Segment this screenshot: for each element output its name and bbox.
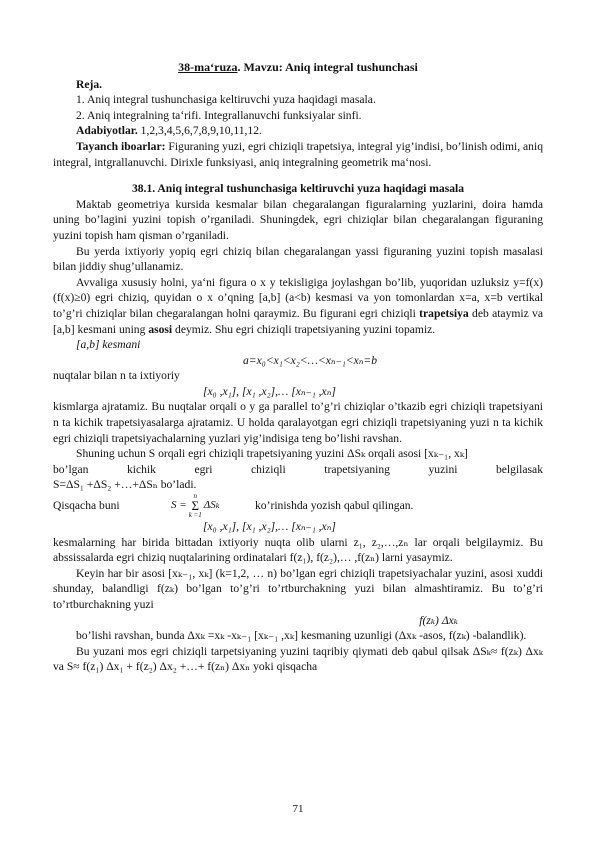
formula-intervals-2: [x₀ ,x₁], [x₁ ,x₂],… [xₙ₋₁ ,xₙ] <box>203 520 336 534</box>
sigma-icon: Σ <box>191 498 200 514</box>
formula-partition: a=x₀<x₁<x₂<…<xₙ₋₁<xₙ=b <box>243 353 378 367</box>
paragraph-11: Bu yuzani mos egri chiziqli tarpetsiyaning yuzini taqribiy qiymati deb qabul qilsak ΔSₖ≈ f(zₖ) Δxₖ va S≈ f(z₁) Δx₁ + f(z₂) Δx₂ +…+ f(zₙ) Δxₙ yoki qisqacha <box>53 644 543 674</box>
sum-term: ΔSₖ <box>203 499 220 512</box>
sum-formula <box>171 493 255 519</box>
literature-line <box>53 123 543 139</box>
plan-label: Reja. <box>76 77 103 91</box>
keywords-paragraph <box>53 139 543 170</box>
literature-list: 1,2,3,4,5,6,7,8,9,10,11,12. <box>137 124 262 138</box>
paragraph-7-spread-line <box>53 462 543 478</box>
short-tail: ko’rinishda yozish qabul qilingan. <box>255 499 414 513</box>
paragraph-4: [a,b] kesmani <box>76 338 141 352</box>
page-number: 71 <box>292 803 304 815</box>
paragraph-9: Keyin har bir asosi [xₖ₋₁, xₖ] (k=1,2, … n) bo’lgan egri chiziqli trapetsiyachalar yuzini, asosi xuddi shunday, balandligi f(zₖ) bo’lgan to’g’ri to’rtburchakning yuzi bilan almashtiramiz. Bu to’g’ri to’rtburchakning yuzi <box>53 566 543 611</box>
word: belgilasak <box>495 462 543 476</box>
formula-rectangle-area: f(zₖ) Δxₖ <box>419 613 458 627</box>
paragraph-3-text-c: deb ataymiz va [a,b] kesmani uning <box>53 306 543 336</box>
formula-intervals: [x₀ ,x₁], [x₁ ,x₂],… [xₙ₋₁ ,xₙ] <box>203 384 336 398</box>
paragraph-7b: S=ΔS₁ +ΔS₂ +…+ΔSₙ bo’ladi. <box>53 478 197 492</box>
paragraph-1: Maktab geometriya kursida kesmalar bilan chegaralangan figuralarning yuzlarini, doira hamda uning bo’lagini yuzini topish o’rganiladi. Shuningdek, egri chiziqlar bilan chegaralangan figuraning yuzini topish ham qisman o’rganiladi. <box>53 197 543 242</box>
paragraph-3 <box>53 275 543 337</box>
plan-item-1: 1. Aniq integral tushunchasiga keltiruvchi yuza haqidagi masala. <box>76 93 376 107</box>
word: egri <box>194 462 213 476</box>
sigma-symbol <box>189 493 202 519</box>
term-trapetsiya: trapetsiya <box>419 306 469 320</box>
word: bo’lgan <box>53 462 89 476</box>
paragraph-3-text-e: deymiz. Shu egri chiziqli trapetsiyaning yuzini topamiz. <box>172 322 436 336</box>
sum-formula-row <box>53 493 543 519</box>
page-content <box>53 60 543 675</box>
word: kichik <box>126 462 156 476</box>
sum-lower-limit: k =1 <box>188 511 202 520</box>
paragraph-7: Shuning uchun S orqali egri chiziqli trapetsiyaning yuzini ΔSₖ orqali asosi [xₖ₋₁, xₖ] <box>76 447 468 461</box>
keywords-label: Tayanch iboarlar: <box>76 139 166 153</box>
word: trapetsiyaning <box>324 462 390 476</box>
paragraph-5: nuqtalar bilan n ta ixtiyoriy <box>53 369 180 383</box>
paragraph-2: Bu yerda ixtiyoriy yopiq egri chiziq bilan chegaralangan yassi figuraning yuzini topish masalasi bilan jiddiy shug’ullanamiz. <box>53 244 543 274</box>
section-title: 38.1. Aniq integral tushunchasiga keltiruvchi yuza haqidagi masala <box>131 182 465 196</box>
plan-item-2: 2. Aniq integralning ta‘rifi. Integrallanuvchi funksiyalar sinfi. <box>76 108 362 122</box>
sum-upper-limit: n <box>193 492 197 501</box>
keywords-text: Figuraning yuzi, egri chiziqli trapetsiya, integral yig’indisi, bo’linish odimi, aniq integral, intgrallanuvchi. Dirixle funksiyasi, aniq integralning geometrik ma‘nosi. <box>53 139 543 169</box>
lecture-number: 38-ma‘ruza <box>178 60 238 74</box>
paragraph-6: kismlarga ajratamiz. Bu nuqtalar orqali o y ga parallel to’g’ri chiziqlar o’tkazib egri chiziqli trapetsiyani n ta kichik trapetsiyasalarga ajratamiz. U holda qaralayotgan egri chiziqli trapetsiyaning yuzi n ta kichik egri chiziqli trapetsiyachalarning yuzlari yig’indisiga teng bo’lishi ravshan. <box>53 400 543 445</box>
lecture-title <box>53 60 543 76</box>
paragraph-10: bo’lishi ravshan, bunda Δxₖ =xₖ -xₖ₋₁ [xₖ₋₁ ,xₖ] kesmaning uzunligi (Δxₖ -asos, f(zₖ) -balandlik). <box>76 629 527 643</box>
short-label: Qisqacha buni <box>53 499 120 513</box>
word: yuzini <box>428 462 458 476</box>
paragraph-3-text-a: Avvaliga xususiy holni, ya‘ni figura o x y tekisligiga joylashgan bo’lib, yuqoridan uzluksiz y=f(x) (f(x)≥0) egri chiziq, quyidan o x o’qning [a,b] (a<b) kesmasi va yon tomonlardan x=a, x=b vertikal to’g’ri chiziqlar bilan chegaralangan holni qaraymiz. Bu figurani egri chiziqli <box>53 275 543 320</box>
paragraph-8: kesmalarning har birida bittadan ixtiyoriy nuqta olib ularni z₁, z₂,…,zₙ lar orqali belgilaymiz. Bu abssissalarda egri chiziq nuqtalarining ordinatalari f(z₁), f(z₂),… ,f(zₙ) larni yasaymiz. <box>53 535 543 565</box>
literature-label: Adabiyotlar. <box>76 124 138 138</box>
lecture-topic: . Mavzu: Aniq integral tushunchasi <box>237 60 418 74</box>
word: chiziqli <box>250 462 286 476</box>
term-asosi: asosi <box>148 322 173 336</box>
sum-lhs: S = <box>171 499 187 512</box>
